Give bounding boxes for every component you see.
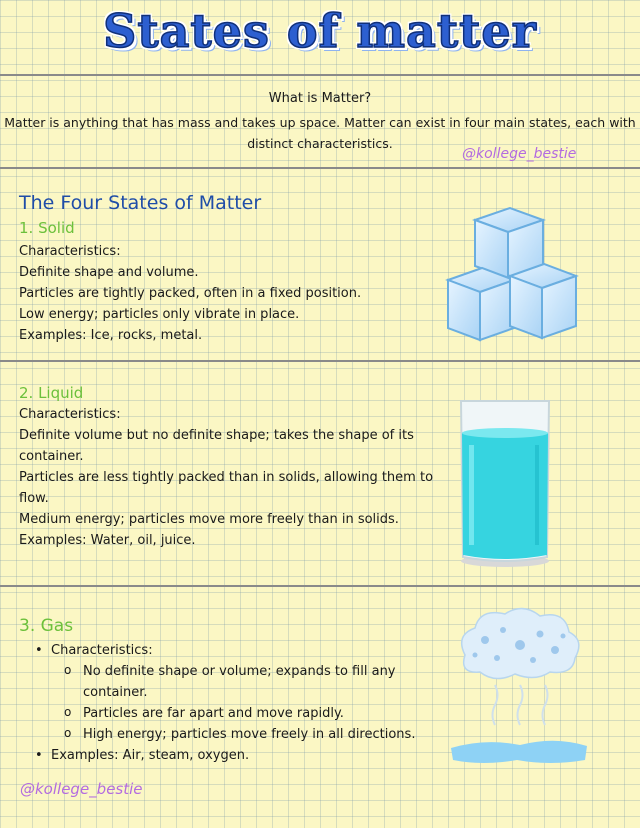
- gas-sub-item: o High energy; particles move freely in all directions.: [19, 724, 449, 745]
- footer-handle: @kollege_bestie: [20, 780, 143, 798]
- section-title: The Four States of Matter: [19, 192, 262, 214]
- divider: [0, 167, 640, 169]
- gas-cloud-illustration: [445, 600, 595, 770]
- solid-line: Low energy; particles only vibrate in place.: [19, 307, 300, 322]
- liquid-line: Medium energy; particles move more freely than in solids.: [19, 512, 399, 527]
- divider: [0, 585, 640, 587]
- liquid-line: Definite volume but no definite shape; takes the shape of its container.: [19, 428, 414, 464]
- intro-text: Matter is anything that has mass and takes up space. Matter can exist in four main states, each with distinct characteristics.: [4, 115, 636, 151]
- ice-cubes-illustration: [440, 200, 585, 350]
- author-handle: @kollege_bestie: [462, 146, 577, 162]
- divider: [0, 360, 640, 362]
- solid-text: [19, 241, 439, 346]
- liquid-heading: 2. Liquid: [19, 384, 84, 402]
- solid-line: Characteristics:: [19, 244, 121, 259]
- divider: [0, 74, 640, 76]
- liquid-line: Particles are less tightly packed than in solids, allowing them to flow.: [19, 470, 434, 506]
- water-glass-illustration: [455, 395, 555, 570]
- liquid-text: [19, 404, 437, 551]
- solid-line: Examples: Ice, rocks, metal.: [19, 328, 203, 343]
- solid-line: Definite shape and volume.: [19, 265, 199, 280]
- gas-sub-item: o No definite shape or volume; expands to fill any container.: [19, 661, 449, 703]
- intro-question: What is Matter?: [268, 91, 372, 106]
- gas-characteristics-label: • Characteristics:: [19, 640, 449, 661]
- solid-line: Particles are tightly packed, often in a fixed position.: [19, 286, 362, 301]
- liquid-line: Characteristics:: [19, 407, 121, 422]
- gas-examples: • Examples: Air, steam, oxygen.: [19, 745, 449, 766]
- liquid-line: Examples: Water, oil, juice.: [19, 533, 196, 548]
- solid-heading: 1. Solid: [19, 219, 75, 237]
- gas-sub-item: o Particles are far apart and move rapidly.: [19, 703, 449, 724]
- page-title: States of matter: [103, 4, 537, 58]
- gas-heading: 3. Gas: [19, 616, 74, 636]
- gas-text: [19, 640, 449, 766]
